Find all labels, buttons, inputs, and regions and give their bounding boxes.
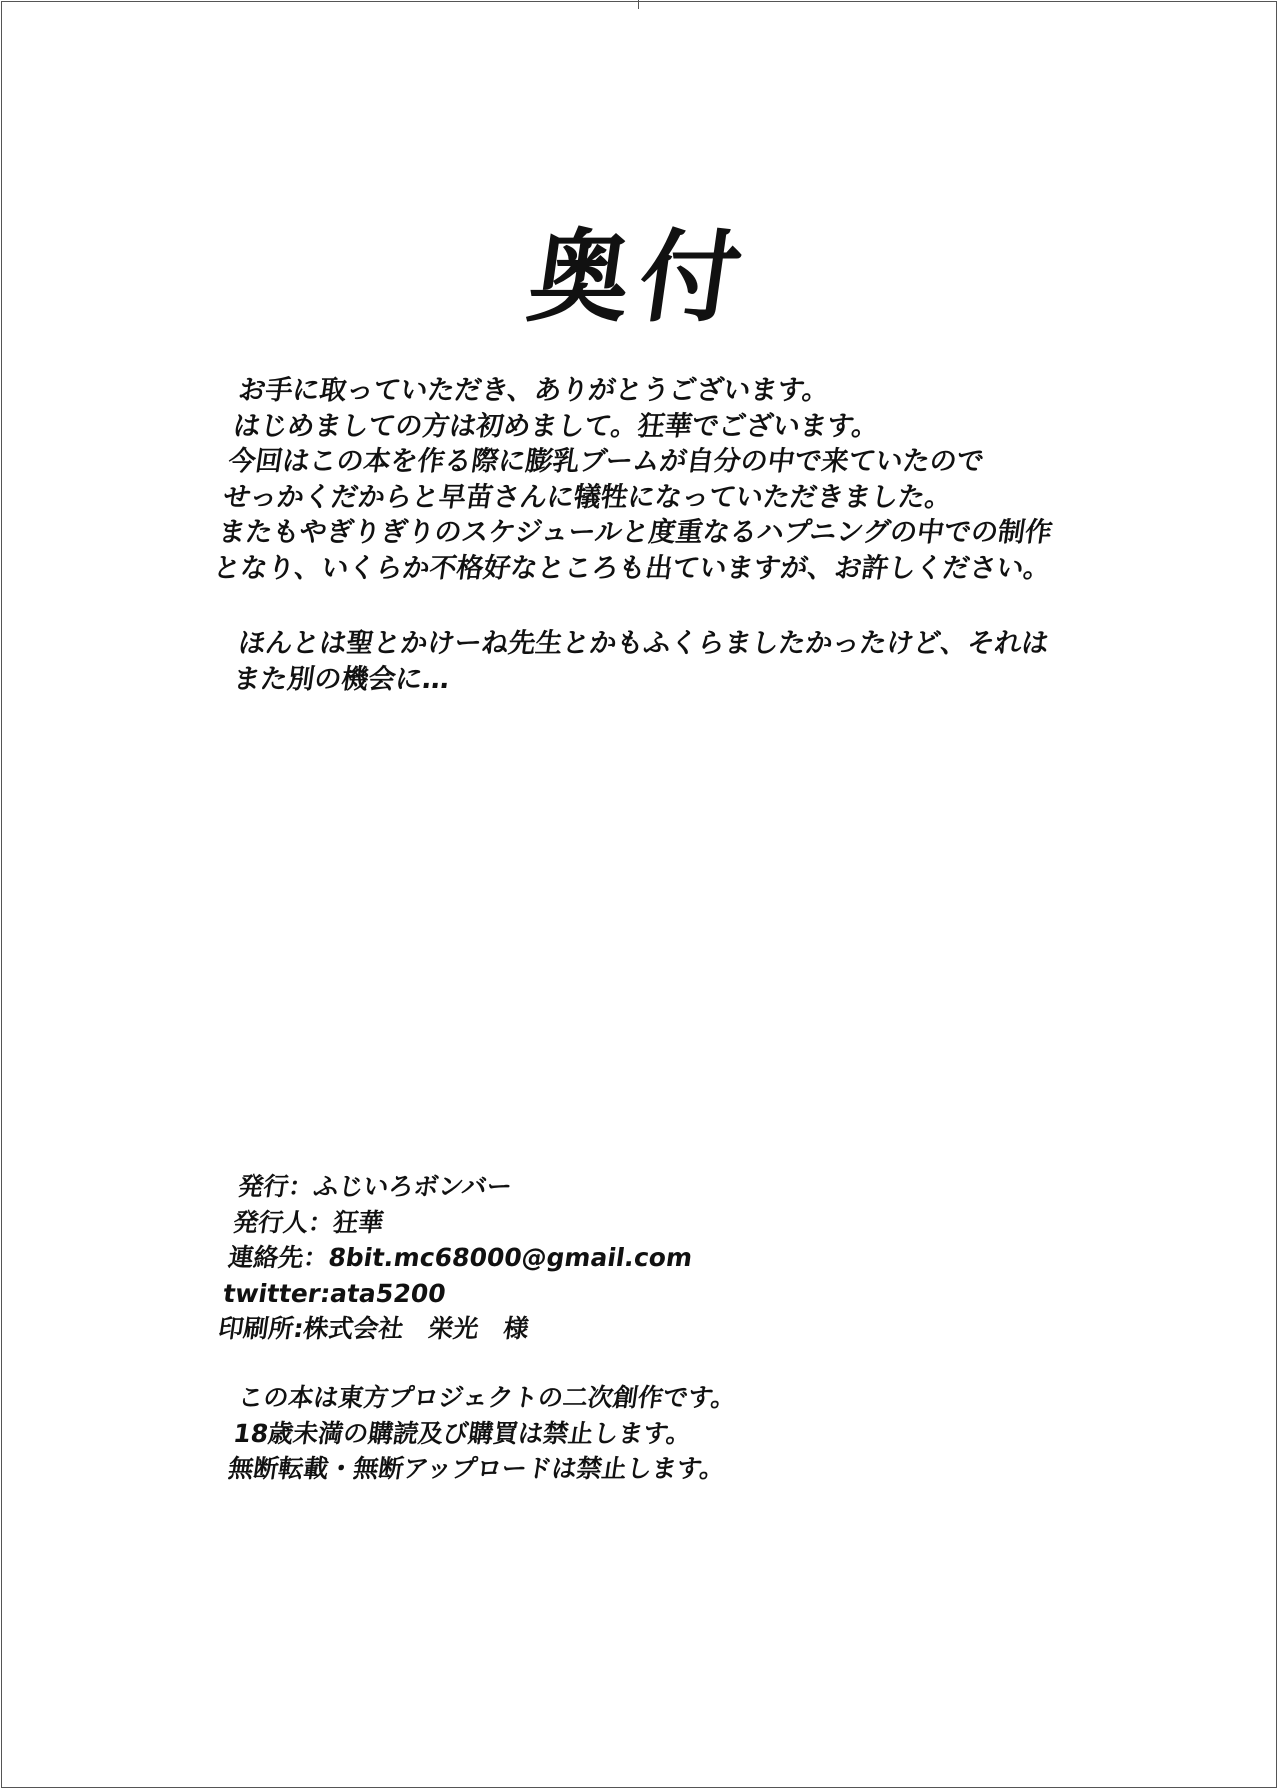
notice-line: 無断転載・無断アップロードは禁止します。 bbox=[226, 1454, 727, 1483]
aside-line: ほんとは聖とかけーね先生とかもふくらましたかったけど、それは bbox=[236, 628, 1051, 659]
twitter-line: twitter:ata5200 bbox=[221, 1278, 448, 1308]
printer-line: 印刷所:株式会社 栄光 様 bbox=[216, 1314, 531, 1343]
aside-message bbox=[231, 626, 1141, 697]
issuer-line: 発行人：狂華 bbox=[231, 1207, 386, 1237]
intro-line: またもやぎりぎりのスケジュールと度重なるハプニングの中での制作 bbox=[216, 517, 1055, 548]
intro-line: となり、いくらか不格好なところも出ていますが、お許しください。 bbox=[211, 552, 1053, 584]
contact-line: 連絡先：8bit.mc68000@gmail.com bbox=[226, 1243, 695, 1272]
crop-mark bbox=[638, 0, 639, 9]
intro-line: 今回はこの本を作る際に膨乳ブームが自分の中で来ていたので bbox=[226, 446, 986, 477]
aside-line: また別の機会に… bbox=[231, 663, 452, 695]
colophon-details bbox=[216, 1169, 1141, 1347]
page-title: 奥付 bbox=[521, 219, 759, 336]
publisher-line: 発行：ふじいろボンバー bbox=[236, 1172, 514, 1201]
notice-line: この本は東方プロジェクトの二次創作です。 bbox=[236, 1383, 739, 1412]
notice-line: 18歳未満の購読及び購買は禁止します。 bbox=[231, 1418, 694, 1448]
legal-notice bbox=[226, 1380, 1141, 1487]
intro-line: はじめましての方は初めまして。狂華でございます。 bbox=[231, 410, 882, 442]
intro-message bbox=[211, 373, 1141, 586]
intro-line: せっかくだからと早苗さんに犠牲になっていただきました。 bbox=[221, 481, 955, 513]
intro-line: お手に取っていただき、ありがとうございます。 bbox=[236, 375, 832, 406]
